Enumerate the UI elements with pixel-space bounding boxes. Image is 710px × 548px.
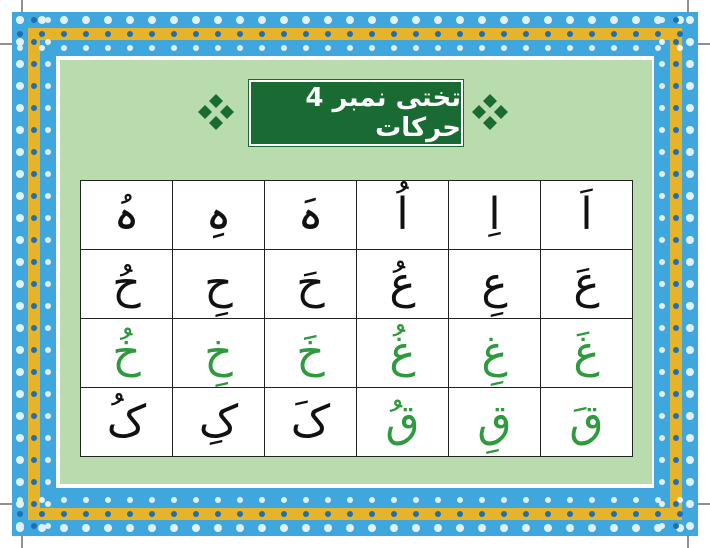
- letter-cell: کَ: [265, 388, 357, 457]
- table-row: [81, 388, 633, 457]
- letter-cell: عُ: [357, 250, 449, 319]
- letter-grid: [80, 180, 633, 457]
- letter-cell: اَ: [541, 181, 633, 250]
- letter-cell: قِ: [449, 388, 541, 457]
- letter-cell: حُ: [81, 250, 173, 319]
- letter-cell: خُ: [81, 319, 173, 388]
- letter-cell: ہَ: [265, 181, 357, 250]
- letter-cell: حَ: [265, 250, 357, 319]
- letter-cell: اُ: [357, 181, 449, 250]
- letter-cell: حِ: [173, 250, 265, 319]
- letter-cell: قَ: [541, 388, 633, 457]
- four-diamond-ornament-icon: [470, 92, 510, 132]
- four-diamond-ornament-icon: [196, 92, 236, 132]
- letter-cell: غُ: [357, 319, 449, 388]
- letter-cell: ہُ: [81, 181, 173, 250]
- letter-cell: کِ: [173, 388, 265, 457]
- table-row: [81, 181, 633, 250]
- letter-cell: کُ: [81, 388, 173, 457]
- letter-cell: عِ: [449, 250, 541, 319]
- title-box: [249, 80, 463, 146]
- letter-cell: قُ: [357, 388, 449, 457]
- letter-cell: خِ: [173, 319, 265, 388]
- letter-cell: غِ: [449, 319, 541, 388]
- letter-cell: غَ: [541, 319, 633, 388]
- page-title: تختی نمبر 4 حرکات: [305, 83, 461, 143]
- table-row: [81, 319, 633, 388]
- letter-cell: عَ: [541, 250, 633, 319]
- table-row: [81, 250, 633, 319]
- letter-cell: اِ: [449, 181, 541, 250]
- letter-cell: خَ: [265, 319, 357, 388]
- letter-cell: ہِ: [173, 181, 265, 250]
